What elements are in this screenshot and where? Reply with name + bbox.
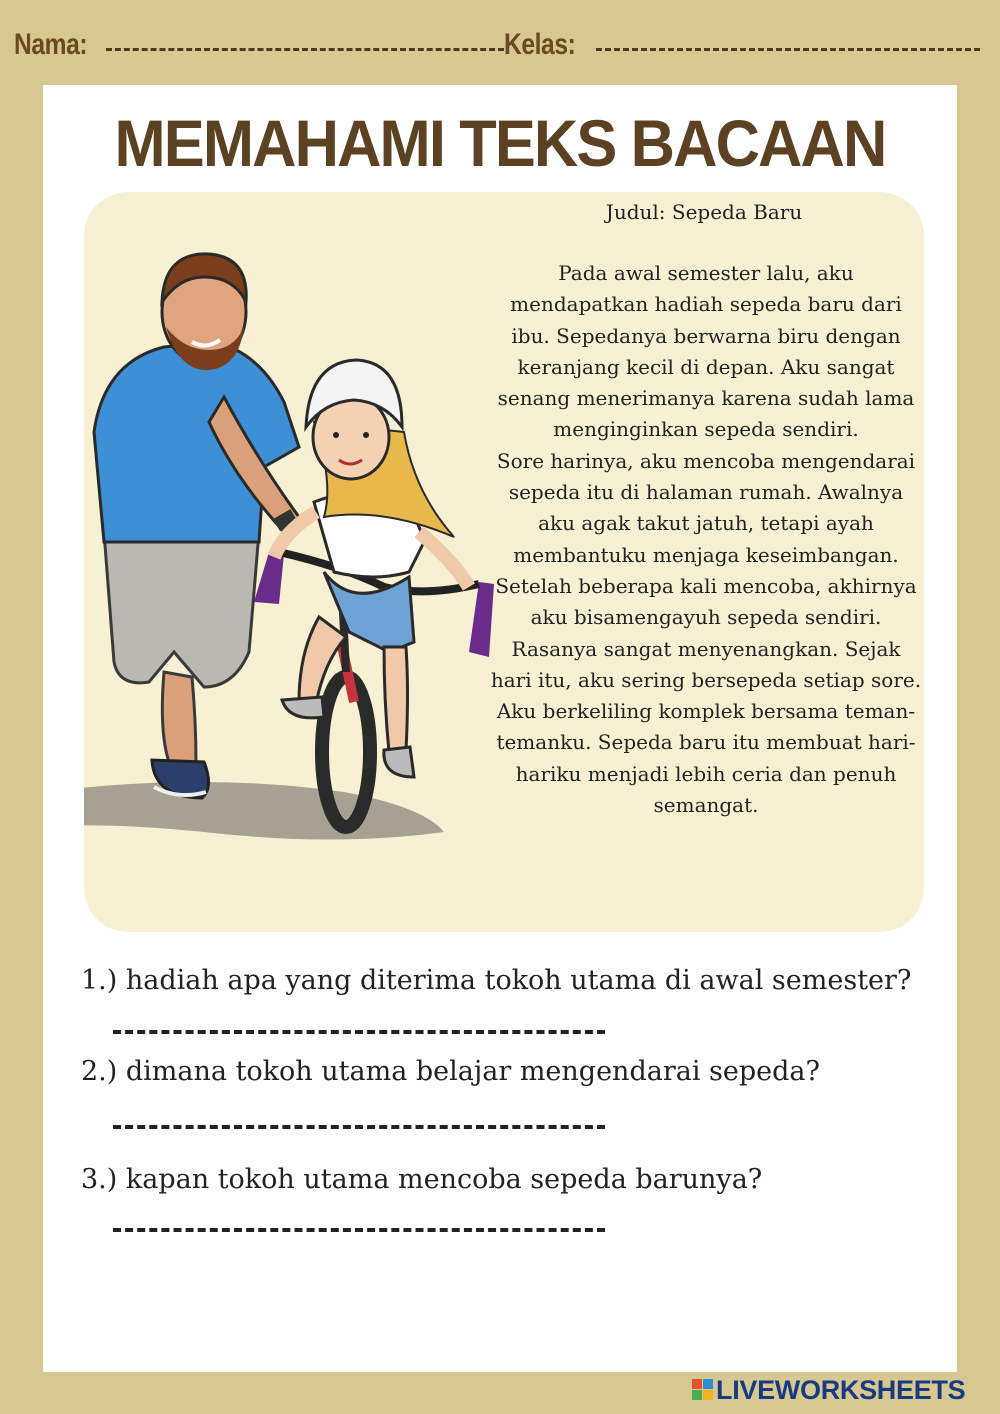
answer-field-1[interactable]	[113, 1030, 605, 1034]
liveworksheets-logo-icon	[692, 1377, 714, 1403]
question-1: 1.) hadiah apa yang diterima tokoh utama di awal semester?	[81, 965, 912, 996]
brand-name: LIVEWORKSHEETS	[716, 1374, 966, 1405]
father-teaching-child-bicycle-illustration	[84, 232, 544, 862]
name-label: Nama:	[14, 28, 88, 61]
worksheet-page	[43, 85, 957, 1372]
story-paragraph: Sore harinya, aku mencoba mengendarai sepeda itu di halaman rumah. Awalnya aku agak takut jatuh, tetapi ayah membantuku menjaga keseimbangan. Setelah beberapa kali mencoba, akhirnya aku bisamengayuh sepeda sendiri. Rasanya sangat menyenangkan. Sejak hari itu, aku sering bersepeda setiap sore. Aku berkeliling komplek bersama teman-temanku. Sepeda baru itu membuat hari-hariku menjadi lebih ceria dan penuh semangat.	[490, 448, 922, 818]
story-title: Judul: Sepeda Baru	[605, 200, 803, 224]
class-label: Kelas:	[504, 28, 576, 61]
brand-footer[interactable]	[692, 1374, 965, 1406]
student-info-header	[14, 22, 980, 70]
story-panel	[84, 192, 924, 932]
question-3: 3.) kapan tokoh utama mencoba sepeda barunya?	[81, 1164, 763, 1195]
class-answer-field[interactable]	[596, 48, 980, 51]
story-text	[488, 258, 924, 821]
answer-field-3[interactable]	[113, 1228, 605, 1232]
answer-field-2[interactable]	[113, 1125, 605, 1129]
question-2: 2.) dimana tokoh utama belajar mengendarai sepeda?	[81, 1056, 821, 1087]
name-answer-field[interactable]	[106, 48, 504, 51]
story-paragraph: Pada awal semester lalu, aku mendapatkan hadiah sepeda baru dari ibu. Sepedanya berwarna biru dengan keranjang kecil di depan. Aku sangat senang menerimanya karena sudah lama menginginkan sepeda sendiri.	[497, 261, 915, 442]
worksheet-title: MEMAHAMI TEKS BACAAN	[114, 106, 886, 180]
